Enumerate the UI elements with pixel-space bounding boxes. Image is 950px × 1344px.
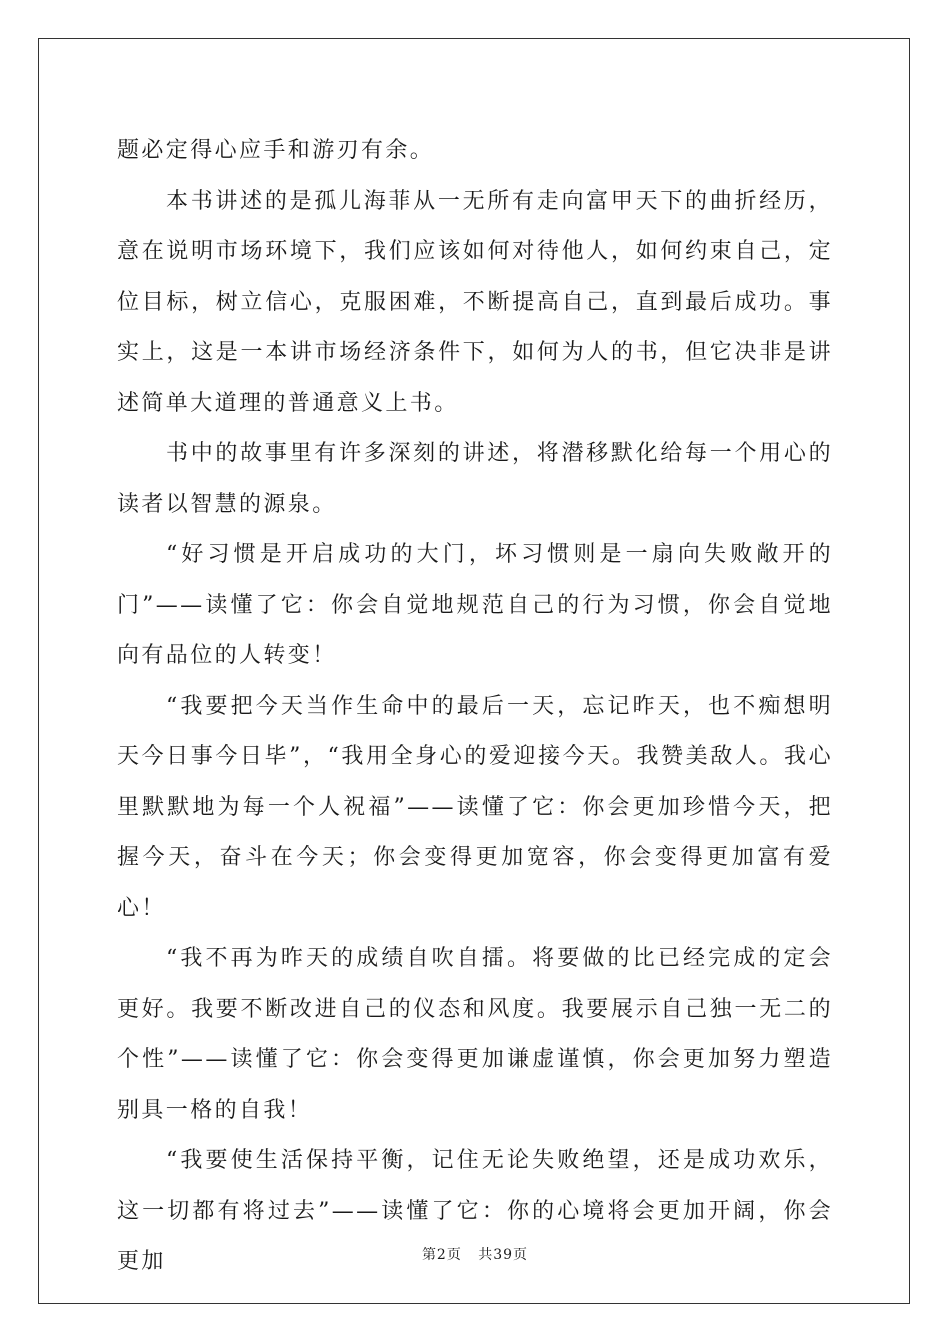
page-footer: [0, 1244, 950, 1264]
paragraph-7: “我要使生活保持平衡，记住无论失败绝望，还是成功欢乐，这一切都有将过去”——读懂了它：你的心境将会更加开阔，你会更加: [117, 1148, 833, 1274]
paragraph-2: 本书讲述的是孤儿海菲从一无所有走向富甲天下的曲折经历，意在说明市场环境下，我们应该如何对待他人，如何约束自己，定位目标，树立信心，克服困难，不断提高自己，直到最后成功。事实上，这是一本讲市场经济条件下，如何为人的书，但它决非是讲述简单大道理的普通意义上书。: [117, 188, 833, 416]
page-total: 共39页: [478, 1247, 529, 1263]
paragraph-3: 书中的故事里有许多深刻的讲述，将潜移默化给每一个用心的读者以智慧的源泉。: [117, 441, 833, 517]
paragraph-5: “我要把今天当作生命中的最后一天，忘记昨天，也不痴想明天今日事今日毕”，“我用全身心的爱迎接今天。我赞美敌人。我心里默默地为每一个人祝福”——读懂了它：你会更加珍惜今天，把握今天，奋斗在今天；你会变得更加宽容，你会变得更加富有爱心！: [117, 693, 833, 921]
document-body: [117, 126, 833, 1288]
paragraph-1: 题必定得心应手和游刃有余。: [117, 138, 435, 163]
page-number: 第2页: [421, 1247, 462, 1263]
paragraph-4: “好习惯是开启成功的大门，坏习惯则是一扇向失败敞开的门”——读懂了它：你会自觉地规范自己的行为习惯，你会自觉地向有品位的人转变！: [117, 542, 833, 668]
paragraph-6: “我不再为昨天的成绩自吹自擂。将要做的比已经完成的定会更好。我要不断改进自己的仪态和风度。我要展示自己独一无二的个性”——读懂了它：你会变得更加谦虚谨慎，你会更加努力塑造别具一格的自我！: [117, 946, 833, 1123]
